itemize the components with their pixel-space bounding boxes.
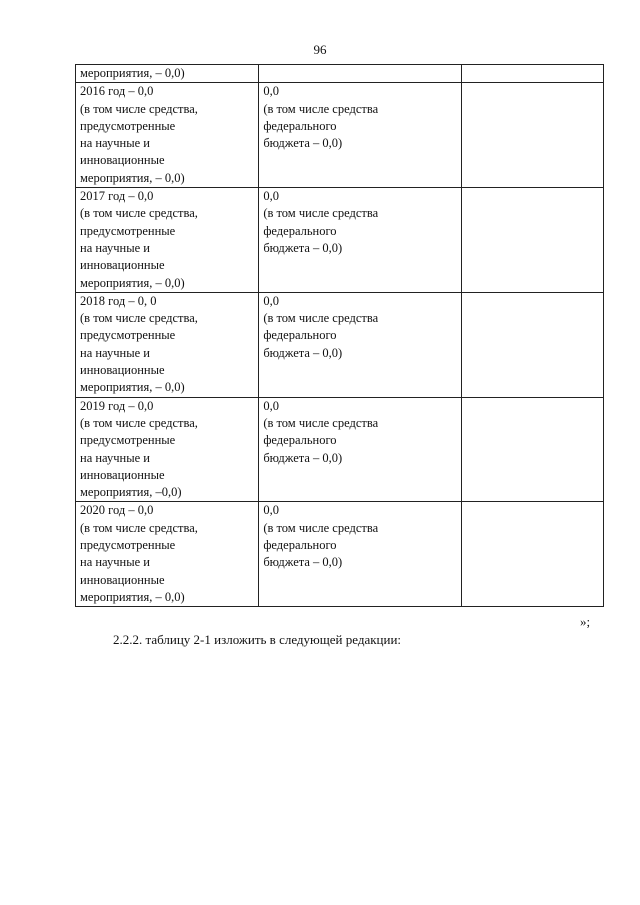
cell-line: предусмотренные bbox=[80, 118, 176, 133]
table-cell-col3 bbox=[461, 292, 603, 397]
cell-line: 0,0 bbox=[263, 293, 279, 308]
cell-line: федерального bbox=[263, 118, 337, 133]
cell-line: инновационные bbox=[80, 572, 165, 587]
cell-line: предусмотренные bbox=[80, 433, 176, 448]
cell-line: бюджета – 0,0) bbox=[263, 136, 343, 151]
table-row bbox=[76, 502, 604, 607]
cell-line: 2019 год – 0,0 bbox=[80, 398, 154, 413]
table-cell-col1 bbox=[76, 65, 259, 83]
table-cell-col2 bbox=[259, 188, 462, 293]
table-cell-col3 bbox=[461, 502, 603, 607]
cell-line: 0,0 bbox=[263, 84, 279, 99]
cell-line: (в том числе средства bbox=[263, 311, 379, 326]
cell-line: (в том числе средства bbox=[263, 206, 379, 221]
table-cell-col2 bbox=[259, 83, 462, 188]
cell-line: федерального bbox=[263, 328, 337, 343]
cell-line: инновационные bbox=[80, 153, 165, 168]
cell-line: 2020 год – 0,0 bbox=[80, 503, 154, 518]
amendment-paragraph: 2.2.2. таблицу 2-1 изложить в следующей редакции: bbox=[113, 632, 402, 647]
cell-line: предусмотренные bbox=[80, 328, 176, 343]
budget-table bbox=[75, 64, 604, 607]
table-cell-col1 bbox=[76, 292, 259, 397]
table-row bbox=[76, 188, 604, 293]
cell-line: инновационные bbox=[80, 258, 165, 273]
table-row bbox=[76, 292, 604, 397]
budget-table-body bbox=[76, 65, 604, 607]
cell-line: 0,0 bbox=[263, 503, 279, 518]
cell-line: предусмотренные bbox=[80, 538, 176, 553]
cell-line: на научные и bbox=[80, 345, 150, 360]
cell-line: федерального bbox=[263, 433, 337, 448]
cell-line: федерального bbox=[263, 538, 337, 553]
cell-line: на научные и bbox=[80, 136, 150, 151]
cell-line: мероприятия, – 0,0) bbox=[80, 589, 185, 604]
closing-quote: »; bbox=[580, 614, 591, 629]
table-cell-col1 bbox=[76, 83, 259, 188]
cell-line: мероприятия, – 0,0) bbox=[80, 66, 185, 80]
cell-line: (в том числе средства, bbox=[80, 415, 198, 430]
table-cell-col2 bbox=[259, 65, 462, 83]
table-cell-col1 bbox=[76, 502, 259, 607]
cell-line: 0,0 bbox=[263, 189, 279, 204]
cell-line: инновационные bbox=[80, 363, 165, 378]
cell-line: бюджета – 0,0) bbox=[263, 555, 343, 570]
cell-line: на научные и bbox=[80, 555, 150, 570]
cell-line: федерального bbox=[263, 223, 337, 238]
table-cell-col1 bbox=[76, 397, 259, 502]
cell-line: инновационные bbox=[80, 467, 165, 482]
cell-line: 2018 год – 0, 0 bbox=[80, 293, 157, 308]
table-cell-col3 bbox=[461, 188, 603, 293]
cell-line: (в том числе средства, bbox=[80, 101, 198, 116]
cell-line: мероприятия, – 0,0) bbox=[80, 275, 185, 290]
cell-line: (в том числе средства, bbox=[80, 206, 198, 221]
page-number: 96 bbox=[313, 42, 327, 57]
table-cell-col2 bbox=[259, 292, 462, 397]
cell-line: (в том числе средства bbox=[263, 101, 379, 116]
table-cell-col3 bbox=[461, 397, 603, 502]
cell-line: (в том числе средства, bbox=[80, 311, 198, 326]
table-row bbox=[76, 65, 604, 83]
table-cell-col2 bbox=[259, 397, 462, 502]
table-cell-col1 bbox=[76, 188, 259, 293]
table-row bbox=[76, 83, 604, 188]
cell-line: 2017 год – 0,0 bbox=[80, 189, 154, 204]
cell-line: бюджета – 0,0) bbox=[263, 240, 343, 255]
cell-line: (в том числе средства, bbox=[80, 520, 198, 535]
table-row bbox=[76, 397, 604, 502]
table-cell-col3 bbox=[461, 65, 603, 83]
cell-line: предусмотренные bbox=[80, 223, 176, 238]
table-cell-col2 bbox=[259, 502, 462, 607]
cell-line: на научные и bbox=[80, 240, 150, 255]
cell-line: мероприятия, – 0,0) bbox=[80, 380, 185, 395]
cell-line: мероприятия, – 0,0) bbox=[80, 170, 185, 185]
cell-line: 2016 год – 0,0 bbox=[80, 84, 154, 99]
cell-line: на научные и bbox=[80, 450, 150, 465]
table-cell-col3 bbox=[461, 83, 603, 188]
cell-line: мероприятия, –0,0) bbox=[80, 485, 182, 500]
cell-line: бюджета – 0,0) bbox=[263, 450, 343, 465]
cell-line: 0,0 bbox=[263, 398, 279, 413]
cell-line: (в том числе средства bbox=[263, 415, 379, 430]
cell-line: (в том числе средства bbox=[263, 520, 379, 535]
cell-line: бюджета – 0,0) bbox=[263, 345, 343, 360]
